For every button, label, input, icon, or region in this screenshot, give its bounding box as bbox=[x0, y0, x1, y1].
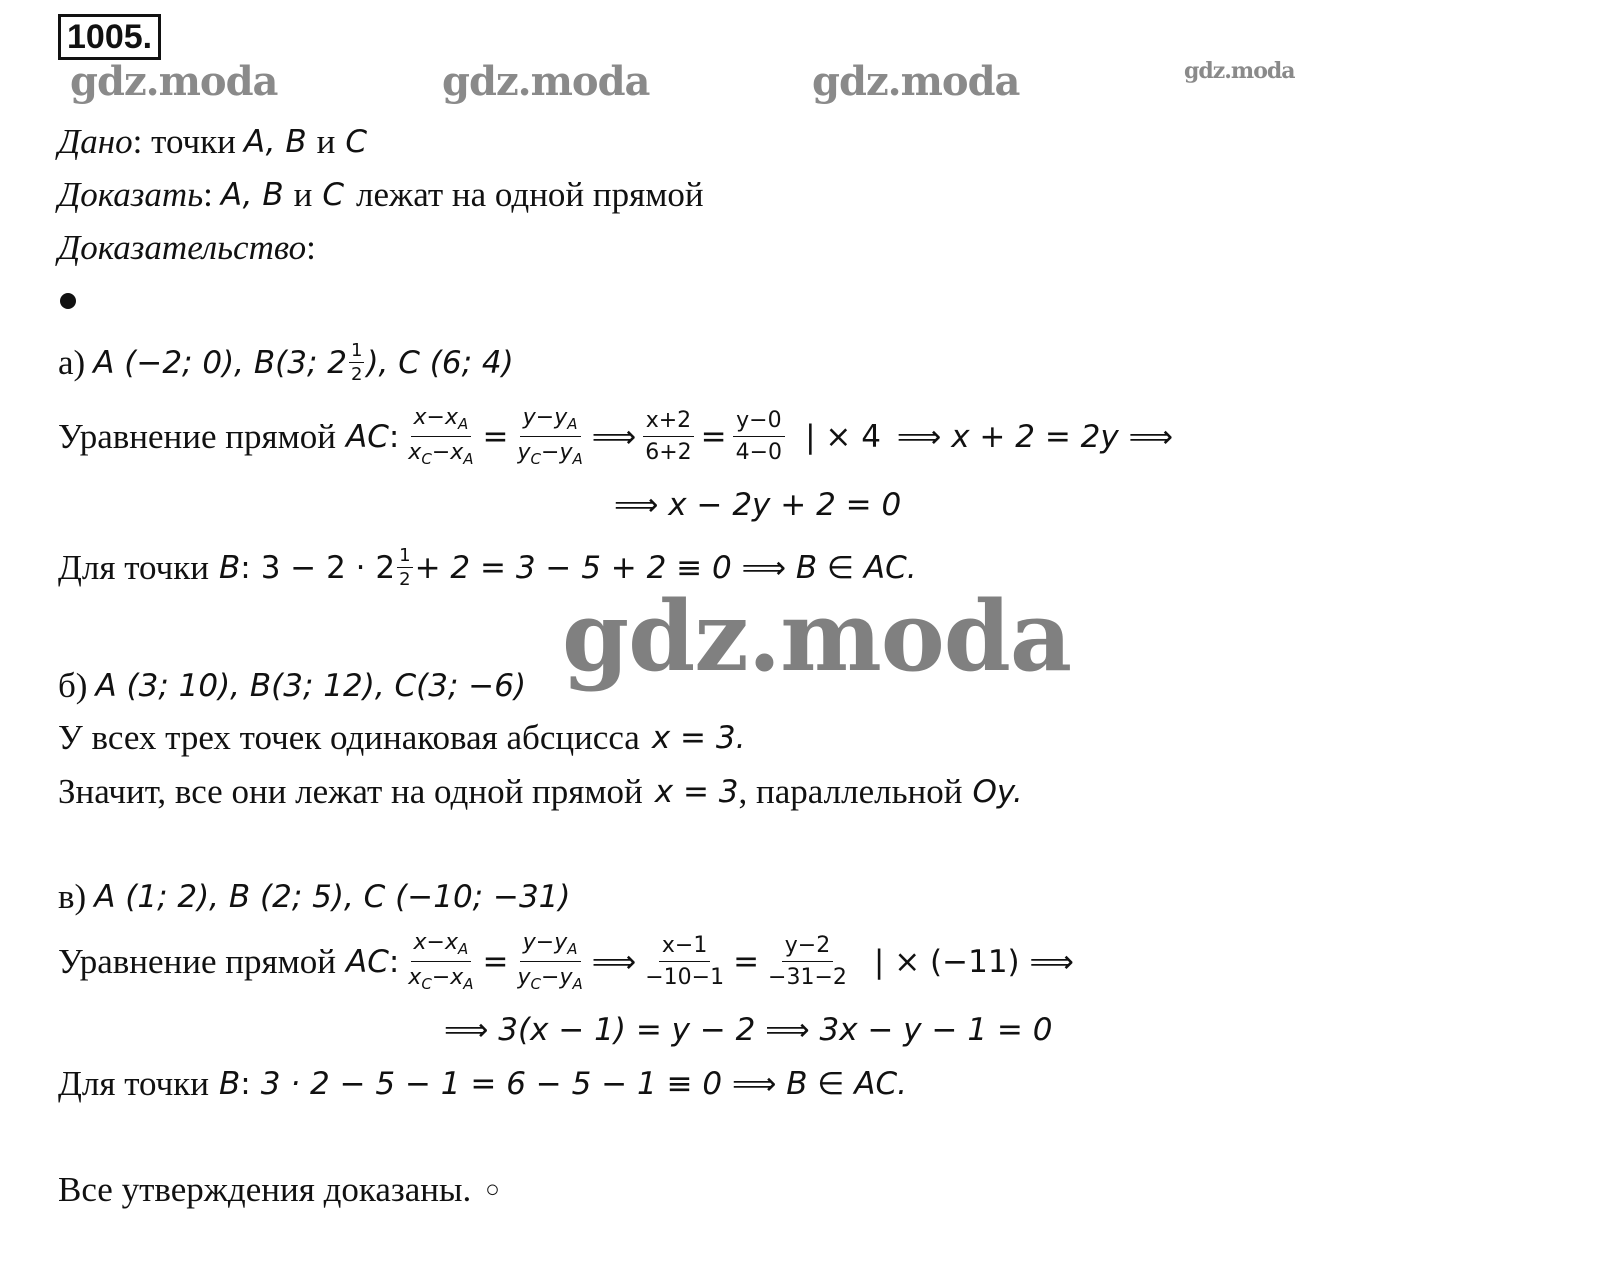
part-b-line2-text: Значит, все они лежат на одной прямой bbox=[58, 772, 643, 811]
part-a-marker: а) bbox=[58, 342, 86, 382]
part-a-check-label: Для точки bbox=[58, 547, 209, 587]
fraction-general-y: $\frac{y-y_A}{y_C-y_A}$ bbox=[517, 405, 583, 468]
given-points: A, B bbox=[243, 124, 307, 160]
part-c-heading bbox=[58, 877, 570, 917]
part-c-multiplier: | × (−11) ⟹ bbox=[873, 943, 1074, 980]
prove-line: Доказать : A, B и C лежат на одной прямой bbox=[58, 175, 704, 214]
part-c-equation: Уравнение прямой AC : $\frac{x-x_A}{x_C-x_A}$ = $\frac{y-y_A}{y_C-y_A}$ ⟹ $\frac{x-1}{-10-1}$ = $\frac{y-2}{-31-2}$ | × (−11) ⟹ bbox=[58, 930, 1074, 993]
part-a-check: Для точки B : 3 − 2 · 2 $\frac{1}{2}$ + 2 = 3 − 5 + 2 ≡ 0 ⟹ B ∈ AC. bbox=[58, 545, 917, 590]
part-a-points: A (−2; 0), B(3; 2 bbox=[93, 344, 347, 381]
watermark: gdz.moda bbox=[442, 58, 650, 105]
part-a-eq-var: AC bbox=[345, 418, 389, 455]
given-label: Дано bbox=[58, 122, 133, 161]
part-a-result2: ⟹ x − 2y + 2 = 0 bbox=[614, 487, 902, 523]
part-a-equation: Уравнение прямой AC : $\frac{x-x_A}{x_C-x_A}$ = $\frac{y-y_A}{y_C-y_A}$ ⟹ $\frac{x+2}{6+2}$ = $\frac{y-0}{4-0}$ | × 4 ⟹ x + 2 = 2y ⟹ bbox=[58, 405, 1174, 468]
part-c-check-label: Для точки bbox=[58, 1064, 209, 1103]
part-a-eq-label: Уравнение прямой bbox=[58, 416, 336, 456]
part-c-marker: в) bbox=[58, 877, 87, 916]
watermark-large: gdz.moda bbox=[562, 580, 1072, 693]
part-a-heading bbox=[58, 340, 514, 385]
prove-point-c: C bbox=[322, 177, 345, 213]
fraction-general-y-c: $\frac{y-y_A}{y_C-y_A}$ bbox=[517, 930, 583, 993]
bullet-icon bbox=[60, 293, 76, 309]
prove-points: A, B bbox=[220, 177, 284, 213]
part-b-line1-text: У всех трех точек одинаковая абсцисса bbox=[58, 718, 640, 757]
problem-number: 1005. bbox=[58, 14, 161, 60]
prove-label: Доказать bbox=[58, 175, 204, 214]
given-point-c: C bbox=[345, 124, 368, 160]
prove-text: лежат на одной прямой bbox=[356, 175, 704, 214]
given-line bbox=[58, 122, 367, 162]
part-a-check-fraction: $\frac{1}{2}$ bbox=[399, 545, 411, 590]
part-c-check: Для точки B : 3 · 2 − 5 − 1 = 6 − 5 − 1 ≡ 0 ⟹ B ∈ AC. bbox=[58, 1064, 907, 1103]
part-a-check-post: + 2 = 3 − 5 + 2 ≡ 0 ⟹ B ∈ AC. bbox=[414, 549, 917, 586]
part-a-b-fraction: $\frac{1}{2}$ bbox=[351, 340, 363, 385]
fraction-a-x: $\frac{x+2}{6+2}$ bbox=[642, 408, 694, 465]
part-a-points-tail: ), C (6; 4) bbox=[366, 344, 514, 381]
part-b-line2-tail: , параллельной bbox=[738, 772, 963, 811]
part-a-check-var: B bbox=[218, 549, 241, 586]
part-b-line2 bbox=[58, 772, 1023, 812]
part-a-result-line bbox=[614, 487, 901, 523]
part-c-eq-var: AC bbox=[345, 943, 389, 980]
part-b-points: A (3; 10), B(3; 12), C(3; −6) bbox=[95, 668, 527, 704]
fraction-c-x: $\frac{x-1}{-10-1}$ bbox=[645, 933, 725, 990]
part-c-eq-label: Уравнение прямой bbox=[58, 941, 336, 981]
watermark: gdz.moda bbox=[1184, 58, 1295, 84]
fraction-a-y: $\frac{y-0}{4-0}$ bbox=[733, 408, 785, 465]
part-c-check-var: B bbox=[218, 1066, 241, 1102]
part-b-heading bbox=[58, 666, 526, 706]
part-b-line1-math: x = 3. bbox=[651, 720, 746, 756]
part-c-points: A (1; 2), B (2; 5), C (−10; −31) bbox=[94, 879, 571, 915]
part-b-line1 bbox=[58, 718, 745, 758]
fraction-general-x: $\frac{x-x_A}{x_C-x_A}$ bbox=[408, 405, 474, 468]
watermark: gdz.moda bbox=[812, 58, 1020, 105]
fraction-general-x-c: $\frac{x-x_A}{x_C-x_A}$ bbox=[408, 930, 474, 993]
given-text: : точки bbox=[132, 122, 236, 161]
proof-line: Доказательство : bbox=[58, 228, 316, 267]
part-c-check-expr: 3 · 2 − 5 − 1 = 6 − 5 − 1 ≡ 0 ⟹ B ∈ AC. bbox=[260, 1066, 907, 1102]
given-and: и bbox=[316, 122, 336, 161]
part-a-check-pre: 3 − 2 · 2 bbox=[260, 549, 396, 586]
end-mark-icon: ○ bbox=[485, 1176, 500, 1203]
part-c-result-line bbox=[444, 1012, 1052, 1048]
prove-and: и bbox=[293, 175, 313, 214]
part-b-marker: б) bbox=[58, 666, 88, 705]
watermark: gdz.moda bbox=[70, 58, 278, 105]
part-a-multiplier: | × 4 bbox=[805, 418, 881, 455]
part-b-line2-axis: Oy. bbox=[972, 774, 1023, 810]
fraction-c-y: $\frac{y-2}{-31-2}$ bbox=[768, 933, 847, 990]
proof-label: Доказательство bbox=[58, 228, 307, 267]
part-a-result1: ⟹ x + 2 = 2y ⟹ bbox=[896, 418, 1174, 455]
conclusion-text: Все утверждения доказаны. bbox=[58, 1170, 472, 1209]
part-c-result2: ⟹ 3(x − 1) = y − 2 ⟹ 3x − y − 1 = 0 bbox=[444, 1012, 1053, 1048]
part-b-line2-math: x = 3 bbox=[654, 774, 739, 810]
conclusion-line bbox=[58, 1170, 500, 1210]
